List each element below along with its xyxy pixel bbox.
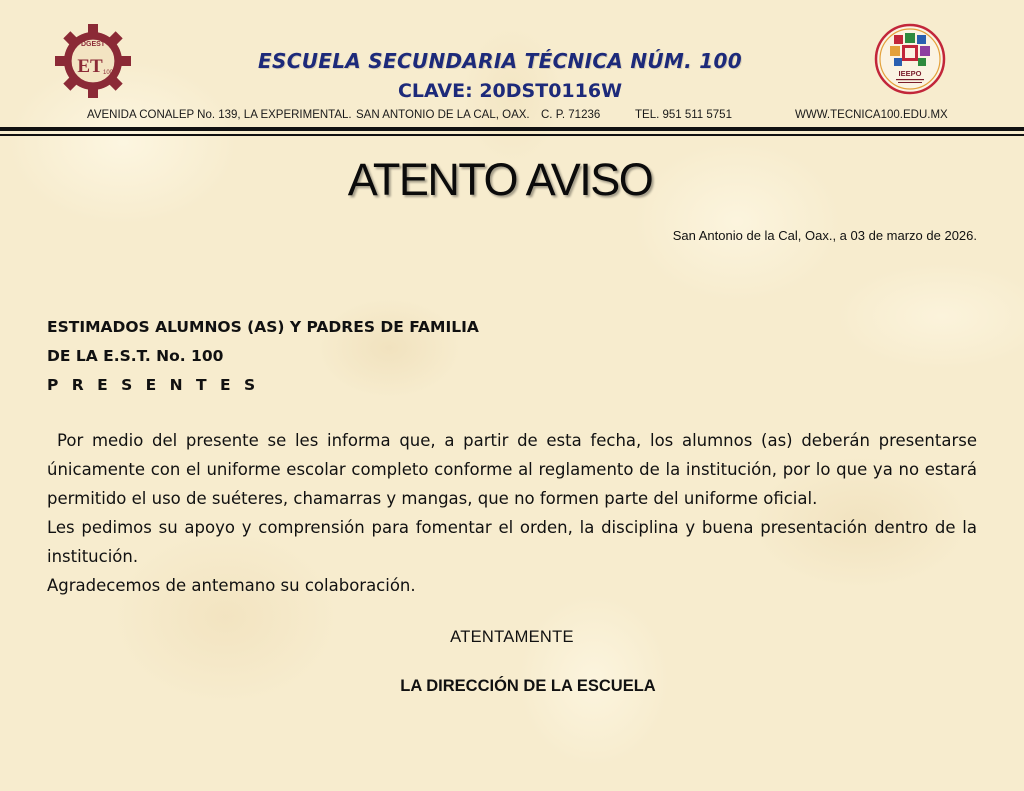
body-paragraph: Por medio del presente se les informa que, a partir de esta fecha, los alumnos (as) deberán presentarse únicamente con el uniforme escolar completo conforme al reglamento de la institución, por lo que ya no estará permitido el uso de suéteres, chamarras y mangas, que no formen parte del uniforme oficial. (47, 431, 977, 508)
header-postal-code: C. P. 71236 (541, 109, 601, 121)
header-divider-thin (0, 134, 1024, 136)
body-paragraph: Les pedimos su apoyo y comprensión para fomentar el orden, la disciplina y buena presentación dentro de la institución. (47, 518, 977, 566)
body-paragraph: Agradecemos de antemano su colaboración. (47, 576, 416, 595)
school-clave: CLAVE: 20DST0116W (397, 80, 623, 102)
school-name: ESCUELA SECUNDARIA TÉCNICA NÚM. 100 (258, 49, 742, 73)
recipient-line: DE LA E.S.T. No. 100 (47, 347, 224, 365)
document-title: ATENTO AVISO (347, 154, 653, 205)
dgest-logo-top-text: DGEST (80, 41, 106, 48)
signature-text: LA DIRECCIÓN DE LA ESCUELA (400, 677, 656, 695)
dgest-logo-number-text: 100 (102, 70, 114, 76)
header-city: SAN ANTONIO DE LA CAL, OAX. (356, 109, 530, 121)
dgest-gear-logo (52, 22, 134, 100)
ieepo-logo-text: IEEPO (898, 69, 922, 78)
closing-text: ATENTAMENTE (450, 628, 574, 646)
header-phone: TEL. 951 511 5751 (635, 109, 732, 121)
header-divider-thick (0, 127, 1024, 131)
dgest-logo-mark-text: ET (77, 56, 103, 77)
recipient-line: ESTIMADOS ALUMNOS (AS) Y PADRES DE FAMILIA (47, 318, 479, 336)
header-address: AVENIDA CONALEP No. 139, LA EXPERIMENTAL. (87, 109, 352, 121)
document-date: San Antonio de la Cal, Oax., a 03 de marzo de 2026. (672, 228, 977, 243)
notice-body (47, 426, 977, 600)
recipients-block (47, 313, 747, 400)
recipient-line: P R E S E N T E S (47, 376, 260, 394)
ieepo-seal-logo (872, 23, 948, 95)
header-website[interactable]: WWW.TECNICA100.EDU.MX (795, 109, 948, 121)
